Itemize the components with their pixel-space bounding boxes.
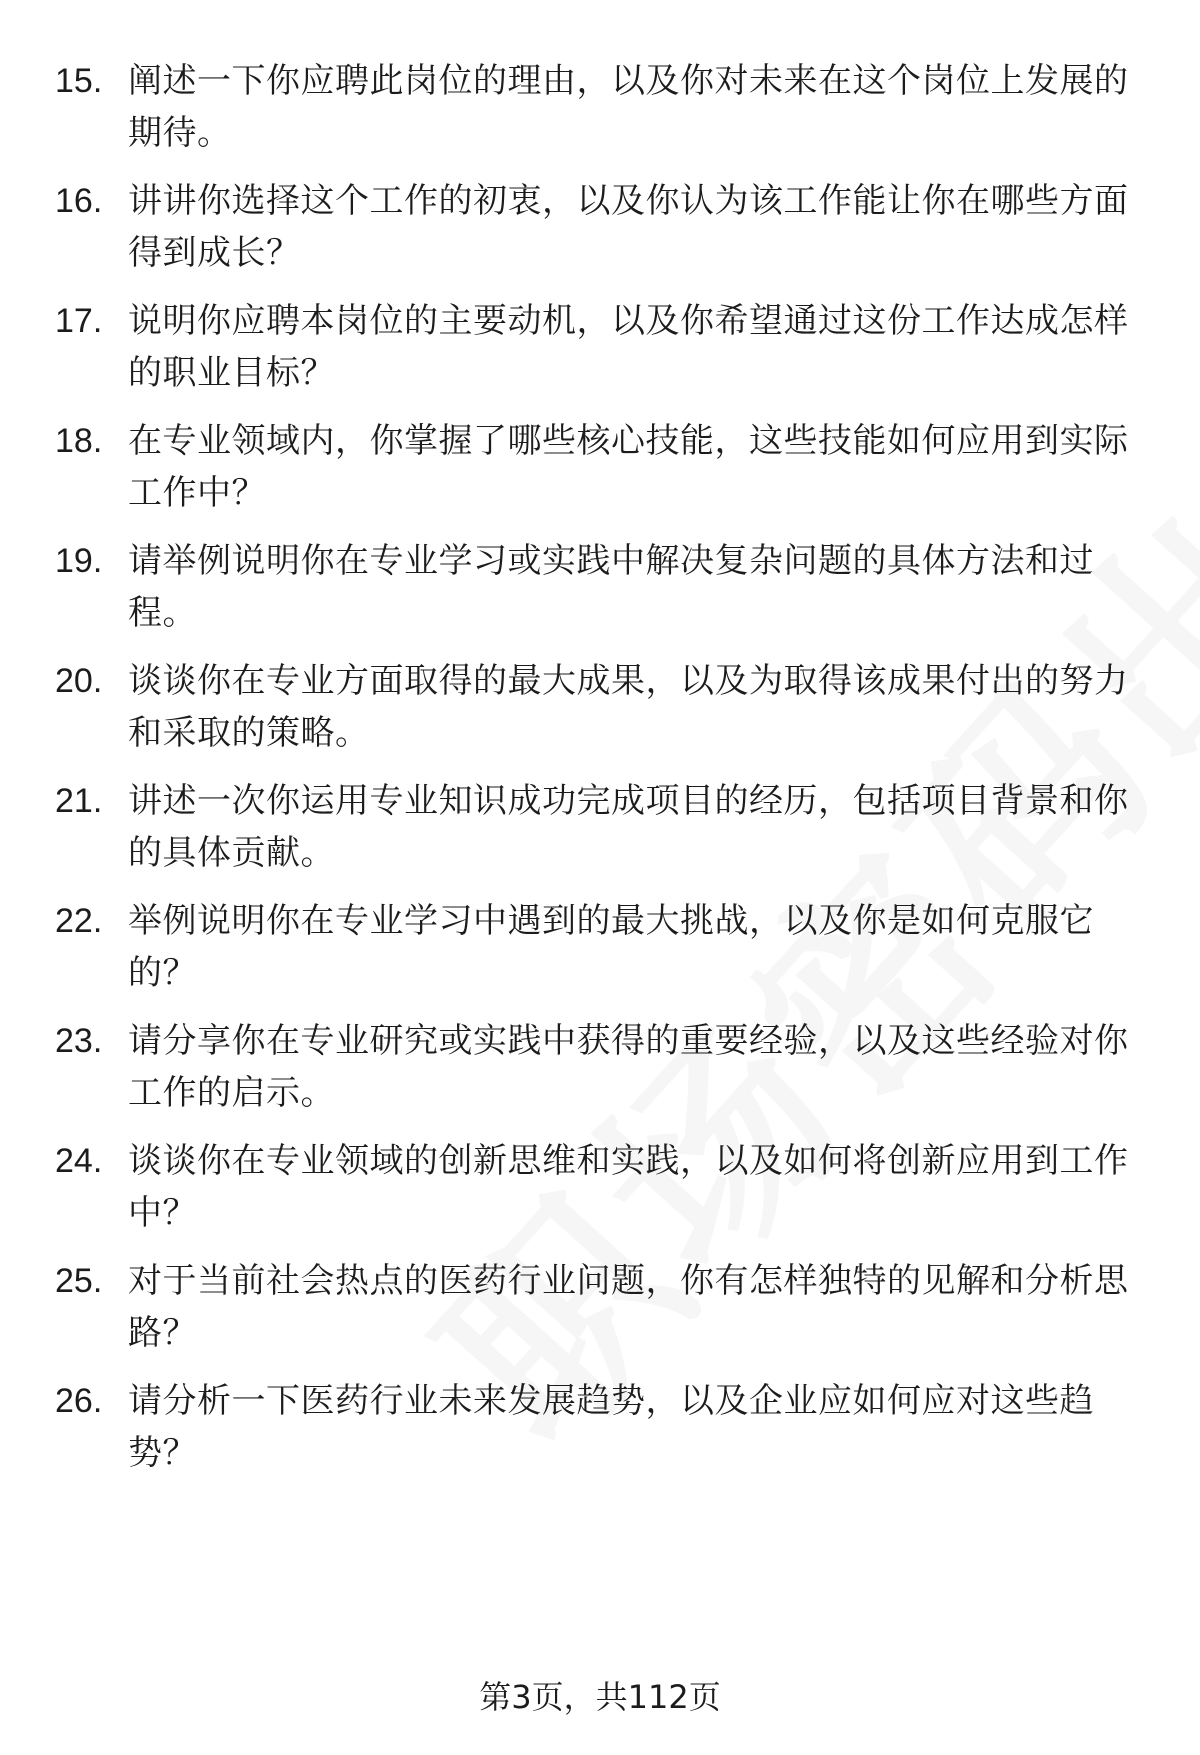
item-number: 23. bbox=[55, 1022, 103, 1060]
list-item bbox=[0, 1255, 1200, 1365]
list-item bbox=[0, 1375, 1200, 1485]
item-text: 阐述一下你应聘此岗位的理由，以及你对未来在这个岗位上发展的期待。 bbox=[128, 61, 1129, 153]
item-text: 对于当前社会热点的医药行业问题，你有怎样独特的见解和分析思路？ bbox=[128, 1261, 1129, 1353]
item-number: 26. bbox=[55, 1382, 103, 1420]
list-item bbox=[0, 655, 1200, 765]
list-item bbox=[0, 295, 1200, 405]
item-text: 请分析一下医药行业未来发展趋势，以及企业应如何应对这些趋势？ bbox=[128, 1381, 1094, 1473]
item-number: 15. bbox=[55, 62, 103, 100]
list-item bbox=[0, 415, 1200, 525]
item-number: 19. bbox=[55, 542, 103, 580]
list-item bbox=[0, 1135, 1200, 1245]
item-text: 在专业领域内，你掌握了哪些核心技能，这些技能如何应用到实际工作中？ bbox=[128, 421, 1129, 513]
item-text: 请分享你在专业研究或实践中获得的重要经验，以及这些经验对你工作的启示。 bbox=[128, 1021, 1129, 1113]
item-number: 20. bbox=[55, 662, 103, 700]
item-text: 讲述一次你运用专业知识成功完成项目的经历，包括项目背景和你的具体贡献。 bbox=[128, 781, 1129, 873]
list-item bbox=[0, 535, 1200, 645]
list-item bbox=[0, 55, 1200, 165]
item-text: 举例说明你在专业学习中遇到的最大挑战，以及你是如何克服它的？ bbox=[128, 901, 1094, 993]
item-number: 24. bbox=[55, 1142, 103, 1180]
list-item bbox=[0, 775, 1200, 885]
item-text: 请举例说明你在专业学习或实践中解决复杂问题的具体方法和过程。 bbox=[128, 541, 1094, 633]
item-text: 谈谈你在专业领域的创新思维和实践，以及如何将创新应用到工作中？ bbox=[128, 1141, 1129, 1233]
list-item bbox=[0, 175, 1200, 285]
item-number: 16. bbox=[55, 182, 103, 220]
item-number: 18. bbox=[55, 422, 103, 460]
list-item bbox=[0, 1015, 1200, 1125]
item-text: 说明你应聘本岗位的主要动机，以及你希望通过这份工作达成怎样的职业目标？ bbox=[128, 301, 1129, 393]
item-number: 25. bbox=[55, 1262, 103, 1300]
item-text: 谈谈你在专业方面取得的最大成果，以及为取得该成果付出的努力和采取的策略。 bbox=[128, 661, 1129, 753]
item-number: 17. bbox=[55, 302, 103, 340]
item-number: 21. bbox=[55, 782, 103, 820]
list-item bbox=[0, 895, 1200, 1005]
item-text: 讲讲你选择这个工作的初衷，以及你认为该工作能让你在哪些方面得到成长？ bbox=[128, 181, 1129, 273]
page-number: 第3页，共112页 bbox=[479, 1678, 721, 1716]
item-number: 22. bbox=[55, 902, 103, 940]
